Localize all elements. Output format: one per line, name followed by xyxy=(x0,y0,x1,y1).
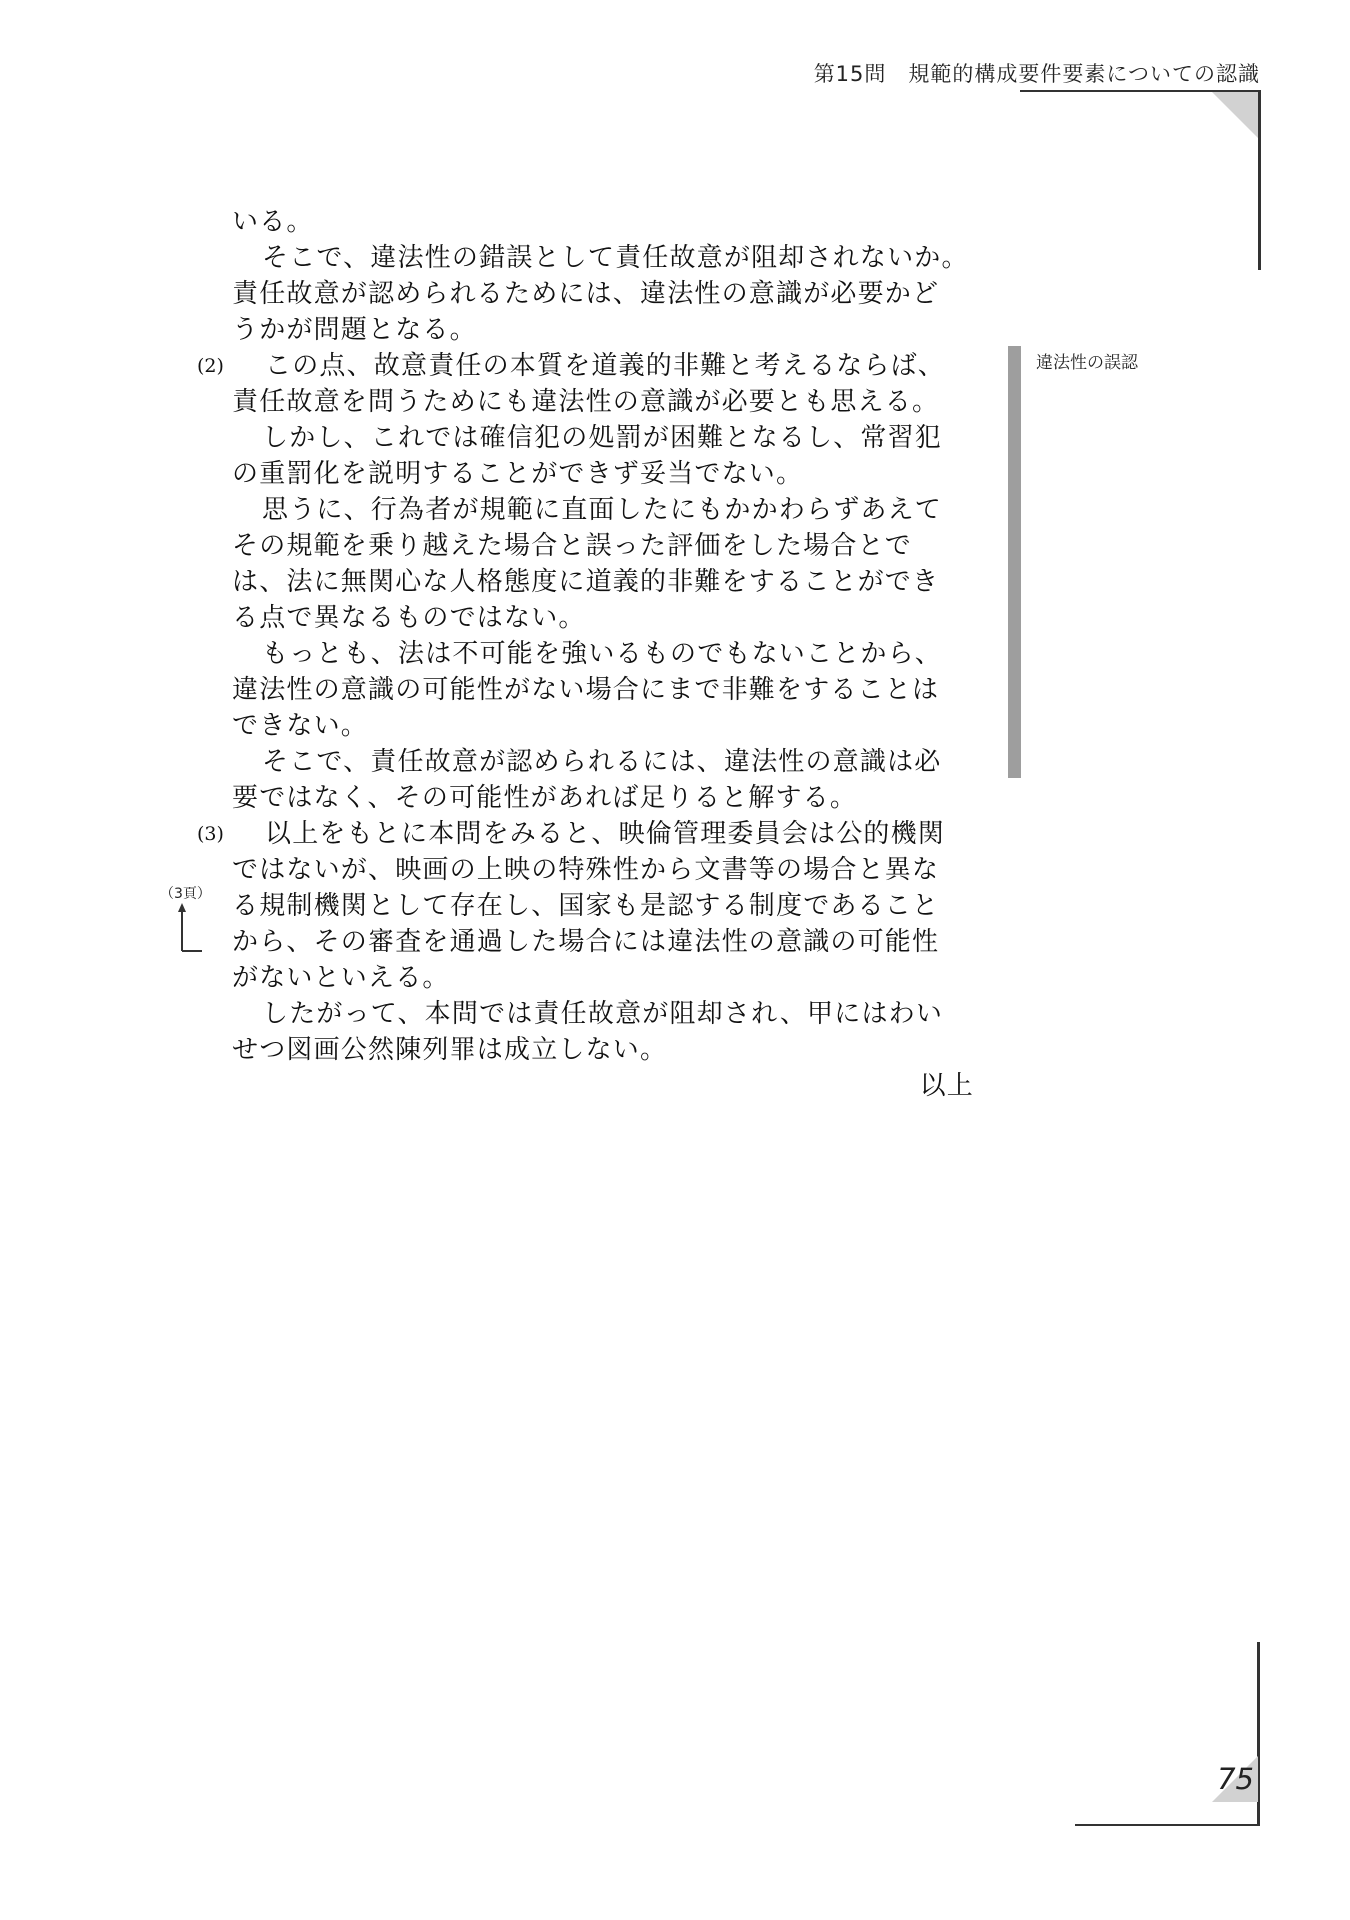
line-text: 違法性の意識の可能性がない場合にまで非難をすることは xyxy=(232,675,940,705)
text-line xyxy=(232,996,982,1032)
body-text xyxy=(197,204,982,1104)
text-line xyxy=(232,312,982,348)
section-number: (2) xyxy=(197,355,224,377)
text-line xyxy=(232,456,982,492)
line-text: は、法に無関心な人格態度に道義的非難をすることができ xyxy=(232,567,940,597)
text-line xyxy=(232,708,982,744)
line-text: がないといえる。 xyxy=(232,963,450,993)
closing-line xyxy=(232,1068,982,1104)
text-line xyxy=(232,636,982,672)
line-text: る点で異なるものではない。 xyxy=(232,603,586,633)
line-text: もっとも、法は不可能を強いるものでもないことから、 xyxy=(262,639,943,669)
line-text: 要ではなく、その可能性があれば足りると解する。 xyxy=(232,783,858,813)
line-text: る規制機関として存在し、国家も是認する制度であること xyxy=(232,891,940,921)
text-line xyxy=(232,672,982,708)
line-text: したがって、本問では責任故意が阻却され、甲にはわい xyxy=(262,999,944,1029)
text-line xyxy=(232,492,982,528)
text-line xyxy=(232,960,982,996)
line-text: いる。 xyxy=(232,207,314,237)
closing-text: 以上 xyxy=(919,1071,974,1101)
text-line xyxy=(232,744,982,780)
text-line xyxy=(232,888,982,924)
line-text: そこで、違法性の錯誤として責任故意が阻却されないか。 xyxy=(262,243,969,273)
page-number: 75 xyxy=(1217,1762,1254,1796)
text-line xyxy=(199,348,982,384)
page-reference-label: （3頁） xyxy=(160,886,211,902)
margin-marker-bar xyxy=(1008,346,1021,778)
line-text: この点、故意責任の本質を道義的非難と考えるならば、 xyxy=(265,351,946,381)
line-text: しかし、これでは確信犯の処罰が困難となるし、常習犯 xyxy=(262,423,943,453)
text-line xyxy=(232,420,982,456)
running-head: 第15問 規範的構成要件要素についての認識 xyxy=(813,62,1260,86)
footer-rule xyxy=(1075,1824,1260,1826)
frame-right-rule-top xyxy=(1258,90,1261,270)
margin-note: 違法性の誤認 xyxy=(1036,353,1138,373)
text-line xyxy=(199,816,982,852)
text-line xyxy=(232,276,982,312)
line-text: から、その審査を通過した場合には違法性の意識の可能性 xyxy=(232,927,940,957)
section-number: (3) xyxy=(197,823,224,845)
text-line xyxy=(232,852,982,888)
text-line xyxy=(232,924,982,960)
line-text: せつ図画公然陳列罪は成立しない。 xyxy=(232,1035,668,1065)
line-text: そこで、責任故意が認められるには、違法性の意識は必 xyxy=(262,747,942,777)
text-line xyxy=(232,564,982,600)
corner-triangle-top xyxy=(1212,92,1258,138)
text-line xyxy=(232,240,982,276)
line-text: 責任故意が認められるためには、違法性の意識が必要かど xyxy=(232,279,940,309)
text-line xyxy=(232,780,982,816)
up-arrow-icon xyxy=(176,903,206,955)
text-line xyxy=(232,600,982,636)
text-line xyxy=(232,384,982,420)
line-text: の重罰化を説明することができず妥当でない。 xyxy=(232,459,804,489)
line-text: 責任故意を問うためにも違法性の意識が必要とも思える。 xyxy=(232,387,940,417)
line-text: 思うに、行為者が規範に直面したにもかかわらずあえて xyxy=(262,495,943,525)
text-line xyxy=(232,204,982,240)
line-text: その規範を乗り越えた場合と誤った評価をした場合とで xyxy=(232,531,913,561)
text-line xyxy=(232,1032,982,1068)
line-text: ではないが、映画の上映の特殊性から文書等の場合と異な xyxy=(232,855,940,885)
line-text: 以上をもとに本問をみると、映倫管理委員会は公的機関 xyxy=(265,819,946,849)
line-text: できない。 xyxy=(232,711,369,741)
text-line xyxy=(232,528,982,564)
line-text: うかが問題となる。 xyxy=(232,315,477,345)
